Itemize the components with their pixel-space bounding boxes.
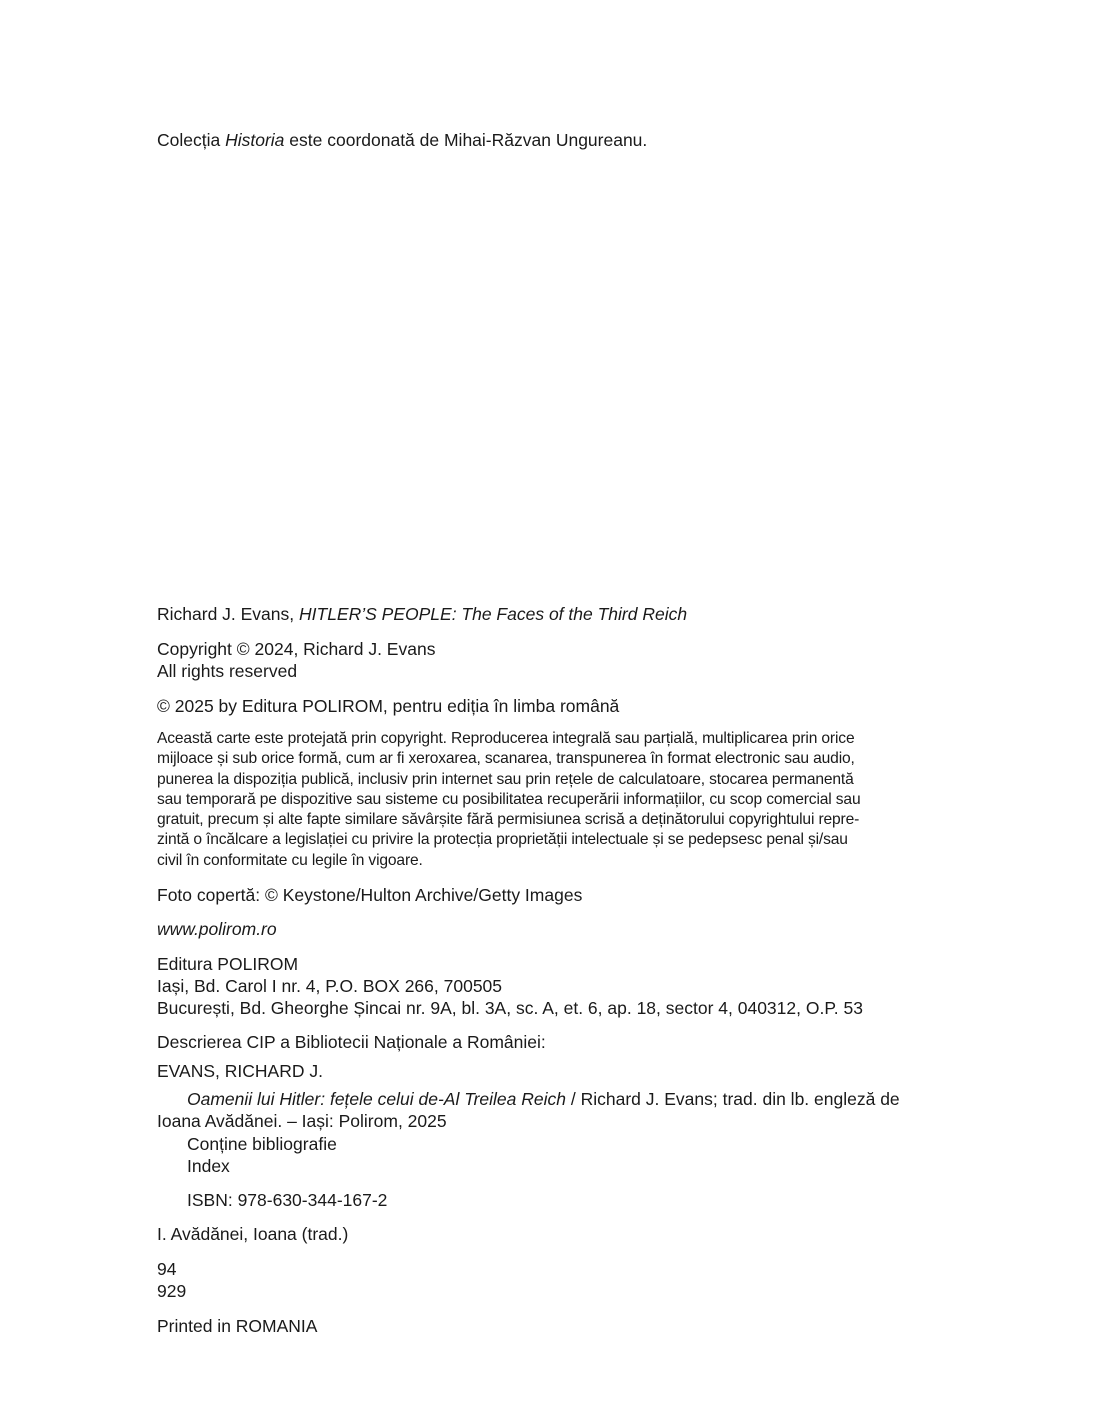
series-note bbox=[157, 129, 647, 151]
legal-line: Această carte este protejată prin copyright. Reproducerea integrală sau parțială, multiplicarea prin orice bbox=[157, 730, 855, 747]
original-author: Richard J. Evans, bbox=[157, 604, 299, 624]
legal-line: mijloace și sub orice formă, cum ar fi xeroxarea, scanarea, transpunerea în format electronic sau audio, bbox=[157, 750, 855, 768]
publisher-address-iasi: Iași, Bd. Carol I nr. 4, P.O. BOX 266, 700505 bbox=[157, 976, 503, 996]
rights-reserved: All rights reserved bbox=[157, 661, 298, 681]
series-collection-name: Historia bbox=[225, 130, 285, 150]
cover-photo-credit: Foto copertă: © Keystone/Hulton Archive/Getty Images bbox=[157, 885, 583, 905]
publisher-name: Editura POLIROM bbox=[157, 954, 299, 974]
legal-line: punerea la dispoziția publică, inclusiv prin internet sau prin rețele de calculatoare, stocarea permanentă bbox=[157, 770, 854, 788]
original-title-text: HITLER’S PEOPLE: The Faces of the Third Reich bbox=[299, 604, 688, 624]
cip-title bbox=[157, 1088, 967, 1110]
legal-line: gratuit, precum și alte fapte similare săvârșite fără permisiunea scrisă a deținătorului copyrightului repre- bbox=[157, 811, 860, 829]
cip-note-bibliography: Conține bibliografie bbox=[187, 1134, 337, 1154]
legal-line: sau temporară pe dispozitive sau sisteme cu posibilitatea recuperării informațiilor, cu scop comercial sau bbox=[157, 790, 861, 808]
copyright-line: Copyright © 2024, Richard J. Evans bbox=[157, 639, 436, 659]
publisher-website: www.polirom.ro bbox=[157, 919, 277, 939]
cip-heading: Descrierea CIP a Bibliotecii Naționale a României: bbox=[157, 1032, 546, 1052]
legal-line: civil în conformitate cu legile în vigoare. bbox=[157, 851, 423, 869]
cip-class-1: 94 bbox=[157, 1259, 177, 1279]
publisher-address-bucuresti: București, Bd. Gheorghe Șincai nr. 9A, bl. 3A, sc. A, et. 6, ap. 18, sector 4, 040312, O.P. 53 bbox=[157, 998, 863, 1018]
cip-title-line2: Ioana Avădănei. – Iași: Polirom, 2025 bbox=[157, 1111, 447, 1131]
printed-in: Printed in ROMANIA bbox=[157, 1316, 318, 1336]
series-suffix: este coordonată de Mihai-Răzvan Ungureanu. bbox=[284, 130, 648, 150]
cip-title-rest: / Richard J. Evans; trad. din lb. engleză de bbox=[566, 1089, 900, 1109]
cip-translator: I. Avădănei, Ioana (trad.) bbox=[157, 1224, 349, 1244]
legal-line: zintă o încălcare a legislației cu privire la protecția proprietății intelectuale și se pedepsesc penal și/sau bbox=[157, 831, 848, 849]
original-title bbox=[157, 603, 937, 625]
cip-title-italic: Oamenii lui Hitler: fețele celui de-Al Treilea Reich bbox=[187, 1089, 566, 1109]
cip-author: EVANS, RICHARD J. bbox=[157, 1061, 323, 1081]
cip-note-index: Index bbox=[187, 1156, 230, 1176]
series-prefix: Colecția bbox=[157, 130, 226, 150]
legal-notice bbox=[157, 729, 937, 871]
cip-class-2: 929 bbox=[157, 1281, 187, 1301]
isbn: ISBN: 978-630-344-167-2 bbox=[187, 1190, 388, 1210]
edition-copyright: © 2025 by Editura POLIROM, pentru ediția în limba română bbox=[157, 696, 620, 716]
